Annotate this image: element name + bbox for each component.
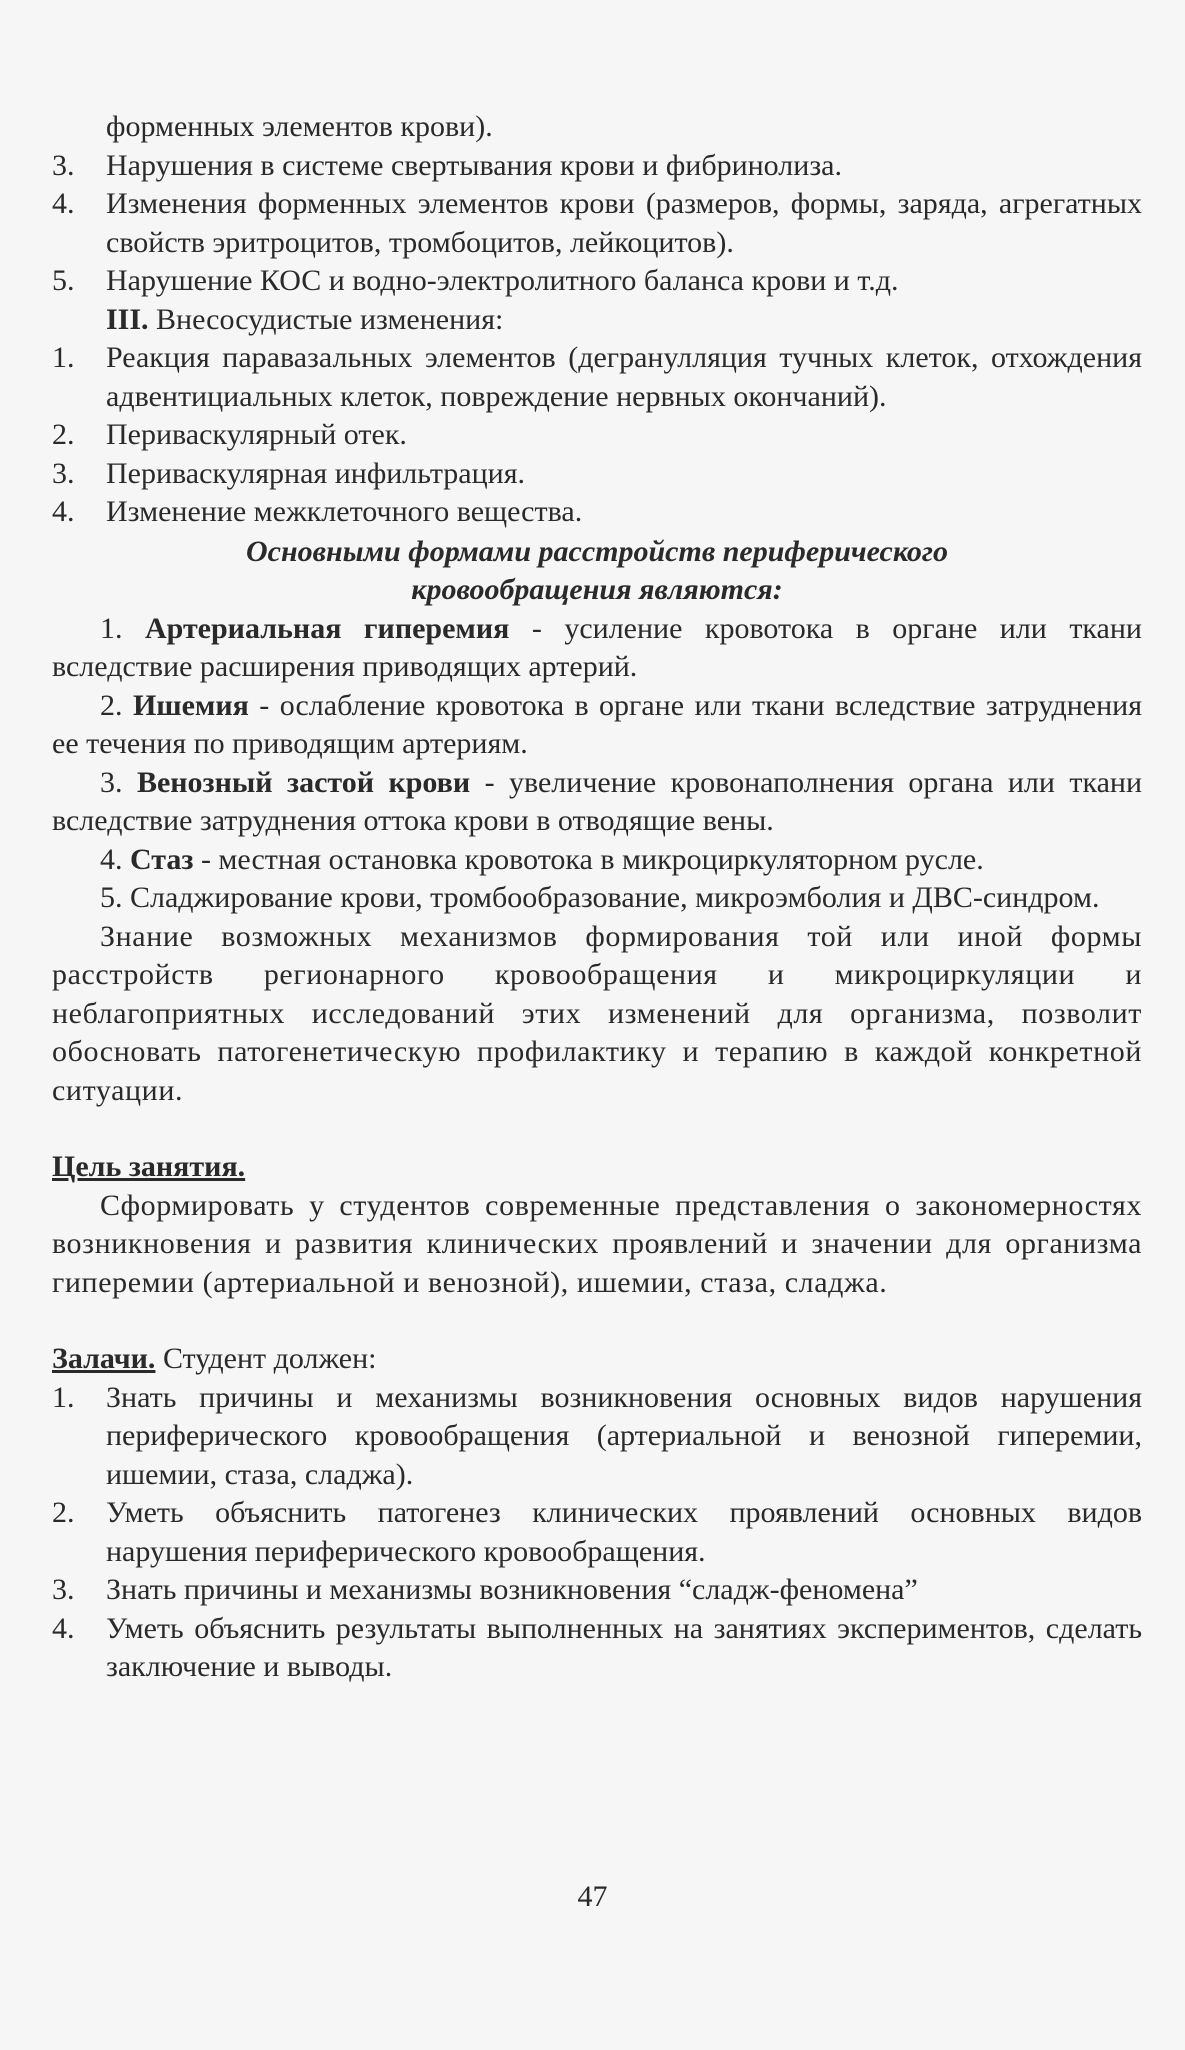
- paragraph-number: 3.: [100, 765, 137, 799]
- list-item: [52, 455, 1142, 494]
- list-item: [52, 1379, 1142, 1495]
- tasks-heading: Залачи.: [52, 1342, 156, 1375]
- list-text: Уметь объяснить результаты выполненных на занятиях экспериментов, сделать заключение и выводы.: [106, 1611, 1142, 1683]
- list-item: [52, 493, 1142, 532]
- list-item: [52, 262, 1142, 301]
- list-number: 5.: [52, 264, 75, 297]
- list-item: [52, 185, 1142, 262]
- list-text: Уметь объяснить патогенез клинических проявлений основных видов нарушения периферического кровообращения.: [106, 1496, 1142, 1568]
- tasks-intro: Студент должен:: [155, 1342, 377, 1375]
- forms-heading: [52, 533, 1142, 610]
- list-number: 1.: [52, 341, 75, 374]
- list-text: Нарушения в системе свертывания крови и фибринолиза.: [106, 148, 842, 182]
- term-bold: Ишемия: [132, 688, 249, 722]
- term-bold: Артериальная гиперемия: [144, 611, 510, 645]
- list-item: [52, 1571, 1142, 1610]
- term-bold: Стаз: [130, 842, 194, 876]
- paragraph-arterial-hyperemia: [52, 610, 1142, 687]
- list-number: 3.: [52, 148, 75, 182]
- term-bold: Венозный застой крови: [136, 765, 471, 799]
- list-number: 2.: [52, 1496, 75, 1529]
- list-item: [52, 1494, 1142, 1571]
- forms-heading-line1: Основными формами расстройств периферического: [246, 534, 948, 568]
- list-number: 3.: [52, 1573, 75, 1606]
- paragraph-text: - усиление кровотока в органе или ткани вследствие расширения приводящих артерий.: [52, 611, 1142, 683]
- list-item: [52, 1610, 1142, 1687]
- tasks-heading-line: [52, 1340, 1142, 1379]
- section-title: [52, 301, 1142, 340]
- paragraph-summary: Знание возможных механизмов формирования той или иной формы расстройств регионарного кровообращения и микроциркуляции и неблагоприятных исследований этих изменений для организма, позволит обосновать патогенетическую профилактику и терапию в каждой конкретной ситуации.: [52, 919, 1142, 1107]
- list-text: Периваскулярная инфильтрация.: [106, 456, 526, 490]
- list-number: 4.: [52, 495, 75, 528]
- list-number: 4.: [52, 1611, 75, 1645]
- list-item: [52, 416, 1142, 455]
- list-number: 2.: [52, 418, 75, 451]
- paragraph-stasis: [52, 841, 1142, 880]
- paragraph-number: 1.: [100, 611, 145, 645]
- list-text: Знать причины и механизмы возникновения основных видов нарушения периферического кровообращения (артериальной и венозной гиперемии, ишемии, стаза, сладжа).: [106, 1380, 1142, 1491]
- paragraph-ischemia: [52, 687, 1142, 764]
- paragraph-text: - местная остановка кровотока в микроциркуляторном русле.: [193, 842, 984, 876]
- forms-heading-line2: кровообращения являются:: [411, 573, 783, 606]
- list-text: Изменение межклеточного вещества.: [106, 495, 583, 528]
- list-item: [52, 147, 1142, 186]
- paragraph-sludge: 5. Сладжирование крови, тромбообразование, микроэмболия и ДВС-синдром.: [100, 881, 1100, 914]
- list-item: [52, 339, 1142, 416]
- list-number: 3.: [52, 456, 75, 490]
- section-title-text: Внесосудистые изменения:: [156, 302, 504, 336]
- list-text: Нарушение КОС и водно-электролитного баланса крови и т.д.: [106, 264, 899, 297]
- goal-text: Сформировать у студентов современные представления о закономерностях возникновения и развития клинических проявлений и значении для организма гиперемии (артериальной и венозной), ишемии, стаза, сладжа.: [52, 1188, 1142, 1299]
- page-number: 47: [577, 1880, 608, 1913]
- goal-heading: Цель занятия.: [52, 1150, 246, 1183]
- list-text: Периваскулярный отек.: [106, 418, 407, 451]
- paragraph-number: 4.: [100, 842, 130, 876]
- paragraph-venous-congestion: [52, 764, 1142, 841]
- section-roman: III.: [106, 302, 149, 336]
- list-text: Знать причины и механизмы возникновения “сладж-феномена”: [106, 1573, 918, 1606]
- list-number: 1.: [52, 1380, 75, 1414]
- list-text: Реакция паравазальных элементов (дегранулляция тучных клеток, отхождения адвентициальных клеток, повреждение нервных окончаний).: [106, 341, 1142, 413]
- paragraph-text: - увеличение кровонаполнения органа или ткани вследствие затруднения оттока крови в отводящие вены.: [52, 765, 1143, 837]
- list-text: Изменения форменных элементов крови (размеров, формы, заряда, агрегатных свойств эритроцитов, тромбоцитов, лейкоцитов).: [106, 187, 1142, 259]
- spacer: [52, 1110, 1142, 1148]
- continued-line: форменных элементов крови).: [106, 110, 493, 143]
- spacer: [52, 1302, 1142, 1340]
- paragraph-number: 2.: [100, 688, 133, 722]
- list-number: 4.: [52, 187, 75, 220]
- paragraph-text: - ослабление кровотока в органе или ткани вследствие затруднения ее течения по приводящим артериям.: [52, 688, 1143, 760]
